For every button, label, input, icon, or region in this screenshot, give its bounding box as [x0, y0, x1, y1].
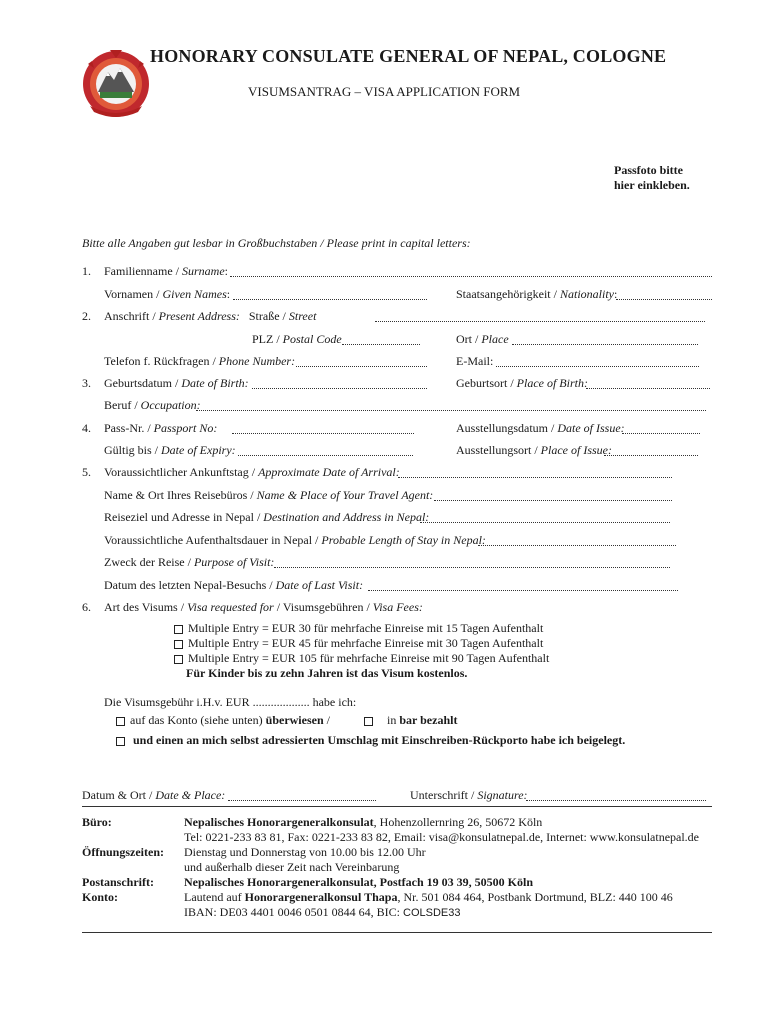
purpose-label-de: Zweck der Reise / [104, 555, 194, 569]
nationality-label-en: Nationality [559, 287, 614, 301]
visa-option-label: Multiple Entry = EUR 105 für mehrfache Einreise mit 90 Tagen Aufenthalt [188, 651, 550, 665]
date-place-field[interactable] [228, 800, 376, 801]
visa-option-30-days[interactable] [174, 636, 543, 651]
arrival-label-de: Voraussichtlicher Ankunftstag / [104, 465, 259, 479]
passport-label-en: Passport No: [153, 421, 218, 435]
bic-code: COLSDE33 [403, 907, 461, 919]
plz-label-de: PLZ / [252, 332, 283, 346]
email-field[interactable] [496, 366, 699, 367]
lastvisit-label-de: Datum des letzten Nepal-Besuchs / [104, 578, 276, 592]
iban-text: IBAN: DE03 4401 0046 0501 0844 64, BIC: [184, 905, 403, 919]
visa-option-90-days[interactable] [174, 651, 549, 666]
section-number: 4. [82, 421, 91, 435]
agent-label [104, 488, 433, 503]
surname-label-de: Familienname / [104, 264, 182, 278]
fee-line-suffix: habe ich: [309, 695, 357, 709]
stay-label-de: Voraussichtliche Aufenthaltsdauer in Nepal / [104, 533, 322, 547]
nationality-label: Staatsangehörigkeit / Nationality: [456, 287, 618, 301]
visa-option-15-days[interactable] [174, 621, 543, 636]
checkbox-icon[interactable] [174, 655, 183, 664]
issue-place-field[interactable] [604, 455, 698, 456]
given-label-de: Vornamen / [104, 287, 163, 301]
expiry-label-de: Gültig bis / [104, 443, 162, 457]
date-place-label [82, 788, 225, 803]
visatype-label-de: Art des Visums / [104, 600, 188, 614]
place-label-de: Ort / [456, 332, 482, 346]
arrival-field[interactable] [398, 477, 672, 478]
photo-box-line1: Passfoto bitte [614, 163, 683, 177]
document-subtitle: VISUMSANTRAG – VISA APPLICATION FORM [248, 84, 521, 99]
sig-label-de: Unterschrift / [410, 788, 478, 802]
office-street: , Hohenzollernring 26, 50672 Köln [373, 815, 543, 829]
expiry-field[interactable] [238, 455, 413, 456]
account-number: , Nr. 501 084 464, Postbank Dortmund, BLZ: 440 100 46 [397, 890, 673, 904]
given-names-field[interactable] [233, 299, 427, 300]
section-number: 2. [82, 309, 91, 323]
pob-field[interactable] [586, 388, 710, 389]
visa-option-label: Multiple Entry = EUR 45 für mehrfache Einreise mit 30 Tagen Aufenthalt [188, 636, 544, 650]
street-label-de: Straße / [248, 309, 289, 323]
section-number: 6. [82, 600, 91, 614]
purpose-label-en: Purpose of Visit: [193, 555, 275, 569]
phone-label-de: Telefon f. Rückfragen / [104, 354, 219, 368]
issue-date-label-en: Date of Issue: [557, 421, 625, 435]
checkbox-icon[interactable] [116, 737, 125, 746]
fees-label-en: Visa Fees: [372, 600, 423, 614]
stay-field[interactable] [478, 545, 676, 546]
agent-label-en: Name & Place of Your Travel Agent: [256, 488, 434, 502]
fee-line [104, 695, 356, 710]
surname-field[interactable] [230, 276, 712, 277]
issue-place-label-de: Ausstellungsort / [456, 443, 541, 457]
given-label-en: Given Names [162, 287, 227, 301]
pob-label [456, 376, 588, 391]
section-number: 1. [82, 264, 91, 278]
section-number: 5. [82, 465, 91, 479]
passport-label-de: Pass-Nr. / [104, 421, 154, 435]
checkbox-icon[interactable] [174, 640, 183, 649]
office-address [184, 815, 542, 830]
issue-date-field[interactable] [622, 433, 700, 434]
envelope-option[interactable] [116, 733, 625, 748]
postal-label: Postanschrift: [82, 875, 154, 889]
fees-label-de: / Visumsgebühren / [273, 600, 373, 614]
dob-label-en: Date of Birth: [181, 376, 249, 390]
dest-label-de: Reiseziel und Adresse in Nepal / [104, 510, 264, 524]
surname-label-en: Surname [181, 264, 225, 278]
pob-label-en: Place of Birth: [516, 376, 588, 390]
envelope-label: und einen an mich selbst adressierten Umschlag mit Einschreiben-Rückporto habe ich beigelegt. [133, 733, 626, 747]
visatype-label-en: Visa requested for [187, 600, 274, 614]
issue-date-label-de: Ausstellungsdatum / [456, 421, 558, 435]
transfer-label-bold: überwiesen [265, 713, 324, 727]
date-label-de: Datum & Ort / [82, 788, 156, 802]
lastvisit-label-en: Date of Last Visit: [275, 578, 364, 592]
nationality-field[interactable] [616, 299, 712, 300]
signature-label [410, 788, 528, 803]
office-name: Nepalisches Honorargeneralkonsulat [184, 815, 374, 829]
address-label-en: Present Address: [158, 309, 240, 323]
office-contact: Tel: 0221-233 83 81, Fax: 0221-233 83 82, Email: visa@konsulatnepal.de, Internet: www.konsulatnepal.de [184, 830, 700, 844]
stay-label-en: Probable Length of Stay in Nepal: [321, 533, 486, 547]
arrival-label-en: Approximate Date of Arrival: [258, 465, 400, 479]
place-field[interactable] [512, 344, 698, 345]
postal-code-field[interactable] [342, 344, 420, 345]
visa-option-label: Multiple Entry = EUR 30 für mehrfache Einreise mit 15 Tagen Aufenthalt [188, 621, 544, 635]
dob-label [104, 376, 249, 391]
purpose-field[interactable] [274, 567, 670, 568]
passport-label [104, 421, 217, 436]
occupation-label-de: Beruf / [104, 398, 141, 412]
account-details [184, 890, 673, 905]
stay-label [104, 533, 486, 548]
checkbox-icon[interactable] [116, 717, 125, 726]
nepal-emblem-logo [80, 46, 152, 118]
phone-field[interactable] [296, 366, 427, 367]
payment-cash-option[interactable] [364, 713, 457, 728]
expiry-label-en: Date of Expiry: [161, 443, 236, 457]
phone-label-en: Phone Number: [218, 354, 296, 368]
dest-label-en: Destination and Address in Nepal: [263, 510, 430, 524]
last-visit-field[interactable] [368, 590, 678, 591]
dob-label-de: Geburtsdatum / [104, 376, 182, 390]
cash-label-bold: bar bezahlt [399, 713, 458, 727]
issue-place-label [456, 443, 612, 458]
passport-field[interactable] [232, 433, 414, 434]
destination-label [104, 510, 429, 525]
arrival-label [104, 465, 400, 480]
hours-line1: Dienstag und Donnerstag von 10.00 bis 12.00 Uhr [184, 845, 426, 859]
expiry-label [104, 443, 236, 458]
email-label: E-Mail: [456, 354, 494, 368]
agent-label-de: Name & Ort Ihres Reisebüros / [104, 488, 257, 502]
office-label: Büro: [82, 815, 112, 829]
pob-label-de: Geburtsort / [456, 376, 517, 390]
option-separator: / [323, 713, 330, 727]
nationality-label-de: Staatsangehörigkeit / [456, 287, 560, 301]
transfer-label: auf das Konto (siehe unten) [130, 713, 266, 727]
account-label: Konto: [82, 890, 118, 904]
date-label-en: Date & Place: [155, 788, 226, 802]
issue-place-label-en: Place of Issue: [540, 443, 612, 457]
destination-field[interactable] [420, 522, 670, 523]
street-label-en: Street [288, 309, 317, 323]
last-visit-label [104, 578, 363, 593]
checkbox-icon[interactable] [364, 717, 373, 726]
phone-label [104, 354, 295, 369]
purpose-label [104, 555, 274, 570]
bottom-divider [82, 932, 712, 933]
divider [82, 806, 712, 807]
plz-label-en: Postal Code [282, 332, 342, 346]
place-label-en: Place [481, 332, 509, 346]
hours-line2: und außerhalb dieser Zeit nach Vereinbarung [184, 860, 400, 874]
postal-address: Nepalisches Honorargeneralkonsulat, Postfach 19 03 39, 50500 Köln [184, 875, 534, 889]
agent-field[interactable] [434, 500, 672, 501]
cash-label: in [387, 713, 400, 727]
surname-label: Familienname / Surname: [104, 264, 228, 278]
children-note: Für Kinder bis zu zehn Jahren ist das Visum kostenlos. [186, 666, 468, 680]
occupation-label [104, 398, 201, 413]
address-label-de: Anschrift / [104, 309, 159, 323]
account-prefix: Lautend auf [184, 890, 245, 904]
payment-transfer-option[interactable] [116, 713, 330, 728]
signature-field[interactable] [526, 800, 706, 801]
occupation-label-en: Occupation: [140, 398, 201, 412]
photo-box-line2: hier einkleben. [614, 178, 690, 192]
document-title: HONORARY CONSULATE GENERAL OF NEPAL, COLOGNE [150, 46, 667, 66]
postal-code-label [252, 332, 342, 347]
address-label [104, 309, 316, 324]
issue-date-label [456, 421, 625, 436]
fee-amount-field[interactable]: ................... [252, 695, 310, 709]
iban-line [184, 905, 460, 920]
place-label [456, 332, 509, 347]
checkbox-icon[interactable] [174, 625, 183, 634]
section-number: 3. [82, 376, 91, 390]
hours-label: Öffnungszeiten: [82, 845, 164, 859]
given-names-label: Vornamen / Given Names: [104, 287, 231, 301]
street-field[interactable] [375, 321, 705, 322]
occupation-field[interactable] [196, 410, 706, 411]
dob-field[interactable] [252, 388, 427, 389]
sig-label-en: Signature: [477, 788, 528, 802]
instruction-text: Bitte alle Angaben gut lesbar in Großbuchstaben / Please print in capital letters: [82, 236, 471, 250]
visa-type-label [104, 600, 423, 615]
account-holder: Honorargeneralkonsul Thapa [244, 890, 398, 904]
fee-line-text: Die Visumsgebühr i.H.v. EUR [104, 695, 253, 709]
